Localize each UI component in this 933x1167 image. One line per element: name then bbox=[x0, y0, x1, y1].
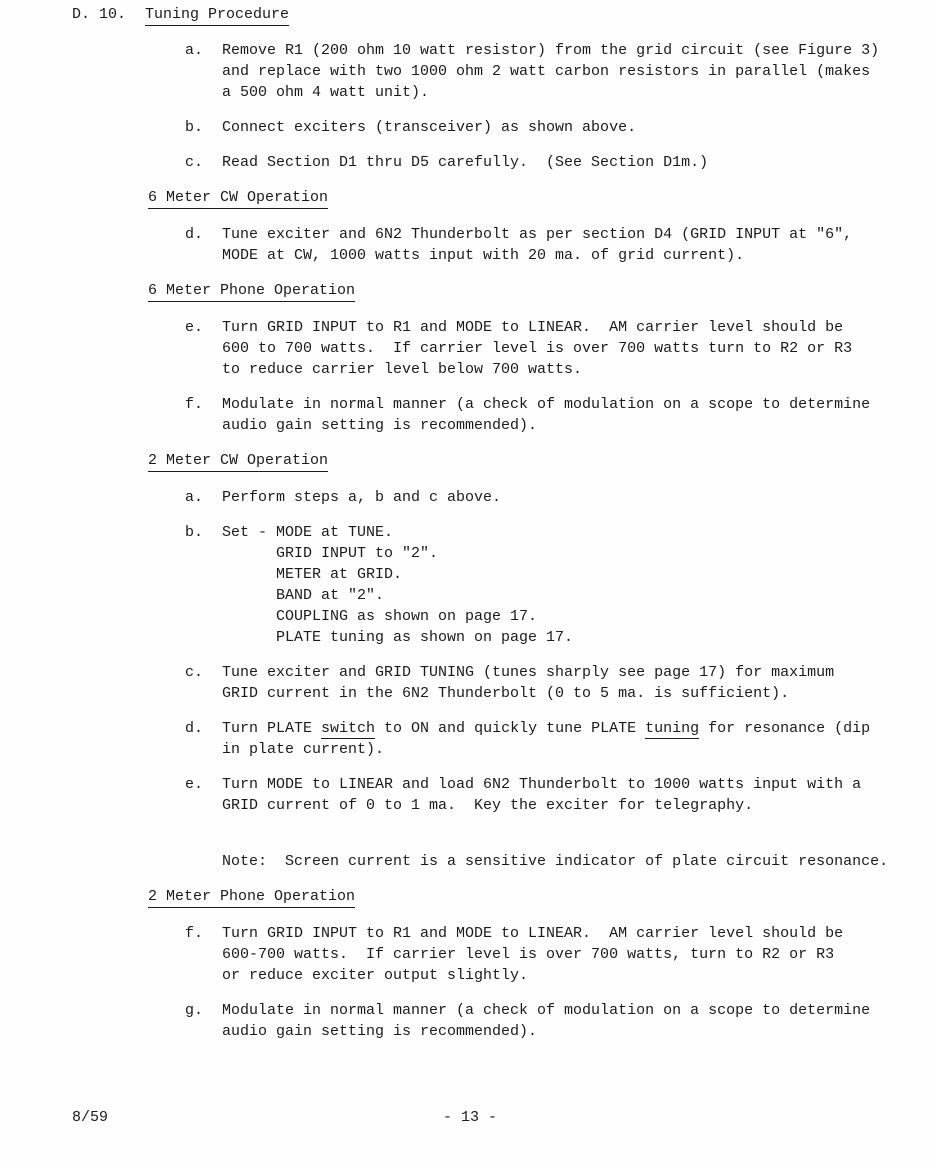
footer-page-number: - 13 - bbox=[443, 1109, 498, 1126]
list-item bbox=[0, 117, 933, 138]
text-line: Tune exciter and GRID TUNING (tunes sharply see page 17) for maximum bbox=[222, 664, 835, 681]
text-line: or reduce exciter output slightly. bbox=[222, 967, 529, 984]
list-item bbox=[0, 317, 933, 380]
text-line: METER at GRID. bbox=[222, 566, 403, 583]
list-item-text bbox=[222, 662, 834, 704]
text-line: Turn GRID INPUT to R1 and MODE to LINEAR. AM carrier level should be bbox=[222, 925, 844, 942]
list-item-label: d. bbox=[185, 226, 204, 243]
text-line bbox=[222, 816, 861, 837]
list-item-text bbox=[222, 774, 861, 837]
list-item-text bbox=[222, 487, 501, 508]
list-item bbox=[0, 224, 933, 266]
list-item-text bbox=[222, 522, 573, 648]
text-line: MODE at CW, 1000 watts input with 20 ma. of grid current). bbox=[222, 247, 745, 264]
list-item-text bbox=[222, 224, 852, 266]
list-item bbox=[0, 1000, 933, 1042]
page-footer bbox=[0, 1107, 933, 1131]
text-line: a 500 ohm 4 watt unit). bbox=[222, 84, 430, 101]
list-item-text bbox=[222, 317, 852, 380]
text-line: GRID INPUT to "2". bbox=[222, 545, 439, 562]
underlined-text: switch bbox=[321, 720, 376, 737]
text-line: Turn MODE to LINEAR and load 6N2 Thunderbolt to 1000 watts input with a bbox=[222, 776, 862, 793]
list-item bbox=[0, 394, 933, 436]
list-item-label: e. bbox=[185, 319, 204, 336]
list-item bbox=[0, 40, 933, 103]
subsection-heading bbox=[0, 280, 933, 301]
text-line: audio gain setting is recommended). bbox=[222, 1023, 538, 1040]
text-line: Turn GRID INPUT to R1 and MODE to LINEAR. AM carrier level should be bbox=[222, 319, 844, 336]
text-line: Modulate in normal manner (a check of modulation on a scope to determine bbox=[222, 1002, 871, 1019]
text-line: Perform steps a, b and c above. bbox=[222, 489, 502, 506]
text-line: Read Section D1 thru D5 carefully. (See Section D1m.) bbox=[222, 154, 709, 171]
list-item bbox=[0, 774, 933, 837]
subsection-title: 6 Meter CW Operation bbox=[148, 189, 328, 209]
subsection-heading bbox=[0, 187, 933, 208]
text-segment: Turn PLATE bbox=[222, 720, 322, 737]
text-line: to reduce carrier level below 700 watts. bbox=[222, 361, 583, 378]
underlined-text: tuning bbox=[645, 720, 700, 737]
text-segment: to ON and quickly tune PLATE bbox=[375, 720, 646, 737]
section-heading bbox=[0, 4, 933, 25]
subsection-title: 2 Meter CW Operation bbox=[148, 452, 328, 472]
list-item-text bbox=[222, 718, 870, 760]
text-line: BAND at "2". bbox=[222, 587, 385, 604]
list-item-label: b. bbox=[185, 524, 204, 541]
section-title: Tuning Procedure bbox=[145, 6, 289, 26]
text-line: 600 to 700 watts. If carrier level is over 700 watts turn to R2 or R3 bbox=[222, 340, 853, 357]
list-item-text bbox=[222, 1000, 870, 1042]
text-line bbox=[222, 718, 870, 739]
footer-date-code: 8/59 bbox=[72, 1109, 109, 1126]
subsection-heading bbox=[0, 886, 933, 907]
list-item bbox=[0, 662, 933, 704]
list-item-label: c. bbox=[185, 664, 204, 681]
text-line: COUPLING as shown on page 17. bbox=[222, 608, 538, 625]
text-line: Connect exciters (transceiver) as shown above. bbox=[222, 119, 637, 136]
list-item-text bbox=[222, 152, 708, 173]
text-line: PLATE tuning as shown on page 17. bbox=[222, 629, 574, 646]
subsection-title: 2 Meter Phone Operation bbox=[148, 888, 355, 908]
text-line: Modulate in normal manner (a check of modulation on a scope to determine bbox=[222, 396, 871, 413]
list-item bbox=[0, 487, 933, 508]
list-item-text bbox=[222, 923, 843, 986]
list-item-text bbox=[222, 394, 870, 436]
list-item-label: a. bbox=[185, 42, 204, 59]
list-item bbox=[0, 152, 933, 173]
section-number: D. 10. bbox=[72, 6, 127, 23]
list-item-label: d. bbox=[185, 720, 204, 737]
text-line: Remove R1 (200 ohm 10 watt resistor) from the grid circuit (see Figure 3) bbox=[222, 42, 880, 59]
list-item-label: b. bbox=[185, 119, 204, 136]
list-item-label: g. bbox=[185, 1002, 204, 1019]
list-item-label: f. bbox=[185, 396, 204, 413]
text-line: in plate current). bbox=[222, 741, 385, 758]
text-line: 600-700 watts. If carrier level is over 700 watts, turn to R2 or R3 bbox=[222, 946, 835, 963]
text-line: audio gain setting is recommended). bbox=[222, 417, 538, 434]
subsection-title: 6 Meter Phone Operation bbox=[148, 282, 355, 302]
note-text bbox=[222, 851, 933, 872]
text-line: Tune exciter and 6N2 Thunderbolt as per section D4 (GRID INPUT at "6", bbox=[222, 226, 853, 243]
list-item bbox=[0, 923, 933, 986]
list-item bbox=[0, 718, 933, 760]
list-item bbox=[0, 522, 933, 648]
text-line: Set - MODE at TUNE. bbox=[222, 524, 394, 541]
list-item-label: e. bbox=[185, 776, 204, 793]
subsection-heading bbox=[0, 450, 933, 471]
text-line: and replace with two 1000 ohm 2 watt carbon resistors in parallel (makes bbox=[222, 63, 871, 80]
text-line: GRID current of 0 to 1 ma. Key the exciter for telegraphy. bbox=[222, 797, 754, 814]
document-body bbox=[0, 4, 933, 1056]
list-item-label: f. bbox=[185, 925, 204, 942]
text-line: GRID current in the 6N2 Thunderbolt (0 to 5 ma. is sufficient). bbox=[222, 685, 790, 702]
list-item-label: c. bbox=[185, 154, 204, 171]
text-line: Note: Screen current is a sensitive indicator of plate circuit resonance. bbox=[222, 853, 889, 870]
list-item-text bbox=[222, 40, 879, 103]
text-segment: for resonance (dip bbox=[699, 720, 871, 737]
list-item-label: a. bbox=[185, 489, 204, 506]
list-item-text bbox=[222, 117, 636, 138]
